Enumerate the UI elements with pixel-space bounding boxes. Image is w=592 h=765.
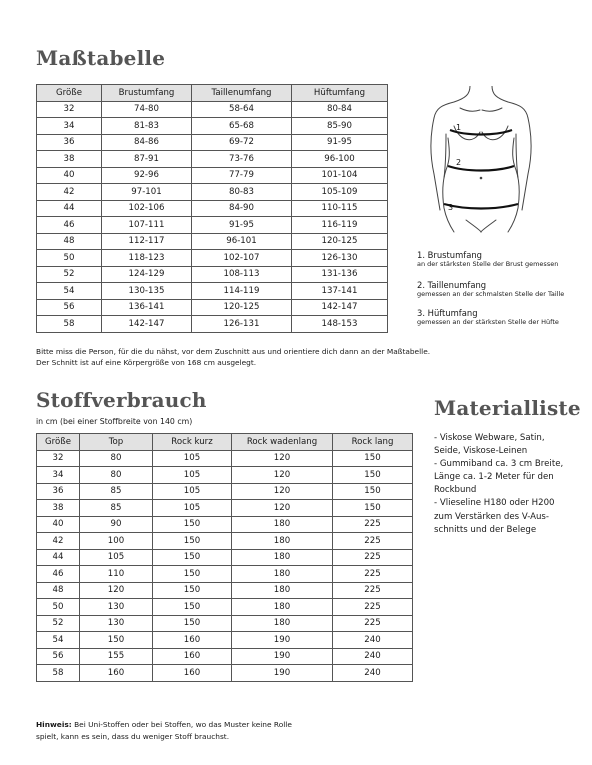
cell-hip: 120-125 — [292, 233, 388, 250]
size-chart-row — [37, 167, 388, 184]
cell-size: 46 — [37, 217, 102, 234]
size-chart-row — [37, 200, 388, 217]
fabric-table-body — [37, 450, 413, 681]
cell-short-skirt: 160 — [153, 665, 232, 682]
cell-bust: 74-80 — [102, 101, 192, 118]
cell-long-skirt: 225 — [333, 516, 413, 533]
fabric-row — [37, 500, 413, 517]
cell-short-skirt: 160 — [153, 648, 232, 665]
fabric-row — [37, 632, 413, 649]
header-bust: Brustumfang — [102, 85, 192, 102]
material-item: Länge ca. 1-2 Meter für den — [434, 472, 554, 483]
cell-size: 42 — [37, 184, 102, 201]
cell-hip: 148-153 — [292, 316, 388, 333]
cell-calf-skirt: 180 — [232, 549, 333, 566]
cell-short-skirt: 105 — [153, 483, 232, 500]
cell-hip: 110-115 — [292, 200, 388, 217]
cell-hip: 137-141 — [292, 283, 388, 300]
legend-waist-desc: gemessen an der schmalsten Stelle der Taille — [417, 290, 565, 298]
header-hip: Hüftumfang — [292, 85, 388, 102]
cell-size: 50 — [37, 250, 102, 267]
cell-top: 90 — [80, 516, 153, 533]
materials-title: Materialliste — [434, 396, 581, 420]
fabric-subtitle: in cm (bei einer Stoffbreite von 140 cm) — [36, 417, 193, 426]
legend-bust-desc: an der stärksten Stelle der Brust gemessen — [417, 260, 559, 268]
cell-short-skirt: 150 — [153, 582, 232, 599]
legend-waist — [417, 280, 564, 299]
material-item: Rockbund — [434, 485, 477, 496]
cell-hip: 80-84 — [292, 101, 388, 118]
header-waist: Taillenumfang — [192, 85, 292, 102]
cell-long-skirt: 225 — [333, 599, 413, 616]
cell-long-skirt: 225 — [333, 566, 413, 583]
size-chart-header-row — [37, 85, 388, 102]
legend-waist-title: 2. Taillenumfang — [417, 280, 487, 290]
cell-bust: 102-106 — [102, 200, 192, 217]
cell-waist: 73-76 — [192, 151, 292, 168]
cell-calf-skirt: 120 — [232, 500, 333, 517]
cell-waist: 91-95 — [192, 217, 292, 234]
cell-long-skirt: 225 — [333, 549, 413, 566]
size-chart-body — [37, 101, 388, 332]
fabric-hint-label: Hinweis: — [36, 720, 72, 729]
cell-bust: 81-83 — [102, 118, 192, 135]
fabric-table — [36, 433, 413, 682]
cell-waist: 84-90 — [192, 200, 292, 217]
size-chart-row — [37, 266, 388, 283]
cell-size: 34 — [37, 467, 80, 484]
cell-calf-skirt: 180 — [232, 516, 333, 533]
header-size: Größe — [37, 85, 102, 102]
cell-size: 56 — [37, 299, 102, 316]
fabric-header-short-skirt: Rock kurz — [153, 434, 232, 451]
cell-size: 52 — [37, 615, 80, 632]
cell-long-skirt: 150 — [333, 483, 413, 500]
legend-bust-title: 1. Brustumfang — [417, 250, 482, 260]
fabric-hint-2: spielt, kann es sein, dass du weniger Stoff brauchst. — [36, 732, 230, 741]
fabric-row — [37, 566, 413, 583]
cell-calf-skirt: 190 — [232, 632, 333, 649]
cell-size: 38 — [37, 151, 102, 168]
size-chart-row — [37, 151, 388, 168]
cell-calf-skirt: 190 — [232, 648, 333, 665]
cell-top: 100 — [80, 533, 153, 550]
cell-long-skirt: 225 — [333, 582, 413, 599]
cell-size: 54 — [37, 632, 80, 649]
material-item: - Gummiband ca. 3 cm Breite, — [434, 459, 564, 470]
cell-size: 56 — [37, 648, 80, 665]
cell-top: 155 — [80, 648, 153, 665]
cell-hip: 91-95 — [292, 134, 388, 151]
size-chart-row — [37, 101, 388, 118]
material-item: - Viskose Webware, Satin, — [434, 433, 545, 443]
cell-long-skirt: 240 — [333, 648, 413, 665]
cell-calf-skirt: 190 — [232, 665, 333, 682]
fabric-row — [37, 615, 413, 632]
size-chart-row — [37, 316, 388, 333]
marker-3: 3 — [448, 203, 454, 212]
cell-bust: 107-111 — [102, 217, 192, 234]
cell-size: 32 — [37, 450, 80, 467]
cell-top: 85 — [80, 500, 153, 517]
size-chart-row — [37, 250, 388, 267]
marker-1: 1 — [456, 123, 462, 132]
cell-bust: 97-101 — [102, 184, 192, 201]
cell-calf-skirt: 180 — [232, 615, 333, 632]
cell-top: 110 — [80, 566, 153, 583]
cell-bust: 112-117 — [102, 233, 192, 250]
cell-size: 36 — [37, 483, 80, 500]
cell-bust: 92-96 — [102, 167, 192, 184]
fabric-row — [37, 582, 413, 599]
cell-top: 150 — [80, 632, 153, 649]
legend-bust — [417, 250, 558, 269]
size-chart-row — [37, 283, 388, 300]
legend-hip-desc: gemessen an der stärksten Stelle der Hüfte — [417, 318, 559, 326]
cell-waist: 114-119 — [192, 283, 292, 300]
cell-calf-skirt: 120 — [232, 450, 333, 467]
cell-size: 46 — [37, 566, 80, 583]
legend-hip — [417, 308, 559, 327]
cell-hip: 101-104 — [292, 167, 388, 184]
cell-bust: 130-135 — [102, 283, 192, 300]
fabric-row — [37, 516, 413, 533]
material-item: zum Verstärken des V-Aus- — [434, 511, 550, 522]
cell-top: 160 — [80, 665, 153, 682]
cell-short-skirt: 150 — [153, 599, 232, 616]
cell-short-skirt: 150 — [153, 516, 232, 533]
cell-size: 34 — [37, 118, 102, 135]
cell-long-skirt: 150 — [333, 500, 413, 517]
cell-long-skirt: 150 — [333, 450, 413, 467]
cell-size: 48 — [37, 582, 80, 599]
size-chart-row — [37, 118, 388, 135]
cell-waist: 108-113 — [192, 266, 292, 283]
material-item: - Vlieseline H180 oder H200 — [434, 498, 555, 509]
cell-size: 44 — [37, 549, 80, 566]
cell-long-skirt: 240 — [333, 665, 413, 682]
size-chart-row — [37, 299, 388, 316]
cell-calf-skirt: 120 — [232, 467, 333, 484]
cell-short-skirt: 150 — [153, 549, 232, 566]
cell-short-skirt: 150 — [153, 615, 232, 632]
cell-long-skirt: 240 — [333, 632, 413, 649]
cell-top: 80 — [80, 467, 153, 484]
size-chart-row — [37, 233, 388, 250]
cell-size: 42 — [37, 533, 80, 550]
cell-short-skirt: 105 — [153, 467, 232, 484]
fabric-header-calf-skirt: Rock wadenlang — [232, 434, 333, 451]
cell-waist: 80-83 — [192, 184, 292, 201]
fabric-header-long-skirt: Rock lang — [333, 434, 413, 451]
size-chart-row — [37, 217, 388, 234]
fabric-row — [37, 450, 413, 467]
cell-waist: 120-125 — [192, 299, 292, 316]
cell-short-skirt: 105 — [153, 450, 232, 467]
cell-calf-skirt: 180 — [232, 533, 333, 550]
cell-hip: 96-100 — [292, 151, 388, 168]
cell-bust: 84-86 — [102, 134, 192, 151]
cell-top: 130 — [80, 615, 153, 632]
cell-size: 50 — [37, 599, 80, 616]
cell-waist: 77-79 — [192, 167, 292, 184]
cell-short-skirt: 150 — [153, 533, 232, 550]
cell-top: 85 — [80, 483, 153, 500]
cell-waist: 69-72 — [192, 134, 292, 151]
fabric-row — [37, 599, 413, 616]
cell-hip: 126-130 — [292, 250, 388, 267]
cell-short-skirt: 150 — [153, 566, 232, 583]
cell-top: 105 — [80, 549, 153, 566]
legend-hip-title: 3. Hüftumfang — [417, 308, 478, 318]
cell-calf-skirt: 180 — [232, 599, 333, 616]
cell-waist: 96-101 — [192, 233, 292, 250]
fabric-row — [37, 533, 413, 550]
cell-top: 130 — [80, 599, 153, 616]
cell-size: 44 — [37, 200, 102, 217]
fabric-row — [37, 665, 413, 682]
cell-calf-skirt: 180 — [232, 566, 333, 583]
fabric-row — [37, 483, 413, 500]
fabric-row — [37, 549, 413, 566]
cell-hip: 116-119 — [292, 217, 388, 234]
size-chart-note-2: Der Schnitt ist auf eine Körpergröße von 168 cm ausgelegt. — [36, 358, 257, 367]
fabric-row — [37, 467, 413, 484]
cell-long-skirt: 225 — [333, 533, 413, 550]
cell-size: 36 — [37, 134, 102, 151]
fabric-header-top: Top — [80, 434, 153, 451]
size-chart-row — [37, 134, 388, 151]
material-item: Seide, Viskose-Leinen — [434, 446, 528, 457]
materials-list — [434, 432, 566, 537]
fabric-row — [37, 648, 413, 665]
cell-bust: 118-123 — [102, 250, 192, 267]
cell-short-skirt: 105 — [153, 500, 232, 517]
fabric-title: Stoffverbrauch — [36, 388, 207, 412]
size-chart-row — [37, 184, 388, 201]
cell-waist: 102-107 — [192, 250, 292, 267]
cell-long-skirt: 150 — [333, 467, 413, 484]
cell-bust: 124-129 — [102, 266, 192, 283]
cell-calf-skirt: 180 — [232, 582, 333, 599]
fabric-header-row — [37, 434, 413, 451]
fabric-hint-1 — [36, 719, 292, 730]
cell-size: 58 — [37, 665, 80, 682]
cell-size: 54 — [37, 283, 102, 300]
material-item: schnitts und der Belege — [434, 524, 537, 535]
cell-size: 32 — [37, 101, 102, 118]
cell-waist: 58-64 — [192, 101, 292, 118]
body-measurement-figure — [426, 86, 536, 234]
cell-waist: 65-68 — [192, 118, 292, 135]
cell-size: 38 — [37, 500, 80, 517]
cell-long-skirt: 225 — [333, 615, 413, 632]
cell-size: 48 — [37, 233, 102, 250]
size-chart-title: Maßtabelle — [36, 46, 166, 70]
size-chart-table — [36, 84, 388, 333]
cell-size: 58 — [37, 316, 102, 333]
fabric-header-size: Größe — [37, 434, 80, 451]
size-chart-note-1: Bitte miss die Person, für die du nähst, vor dem Zuschnitt aus und orientiere dich dann an der Maßtabelle. — [36, 347, 431, 356]
cell-hip: 85-90 — [292, 118, 388, 135]
fabric-hint-text-1: Bei Uni-Stoffen oder bei Stoffen, wo das Muster keine Rolle — [74, 720, 292, 729]
cell-size: 52 — [37, 266, 102, 283]
cell-bust: 87-91 — [102, 151, 192, 168]
cell-bust: 136-141 — [102, 299, 192, 316]
cell-size: 40 — [37, 516, 80, 533]
cell-waist: 126-131 — [192, 316, 292, 333]
cell-top: 120 — [80, 582, 153, 599]
cell-short-skirt: 160 — [153, 632, 232, 649]
cell-calf-skirt: 120 — [232, 483, 333, 500]
cell-hip: 105-109 — [292, 184, 388, 201]
cell-hip: 131-136 — [292, 266, 388, 283]
cell-size: 40 — [37, 167, 102, 184]
cell-top: 80 — [80, 450, 153, 467]
cell-hip: 142-147 — [292, 299, 388, 316]
cell-bust: 142-147 — [102, 316, 192, 333]
marker-2: 2 — [456, 158, 462, 167]
